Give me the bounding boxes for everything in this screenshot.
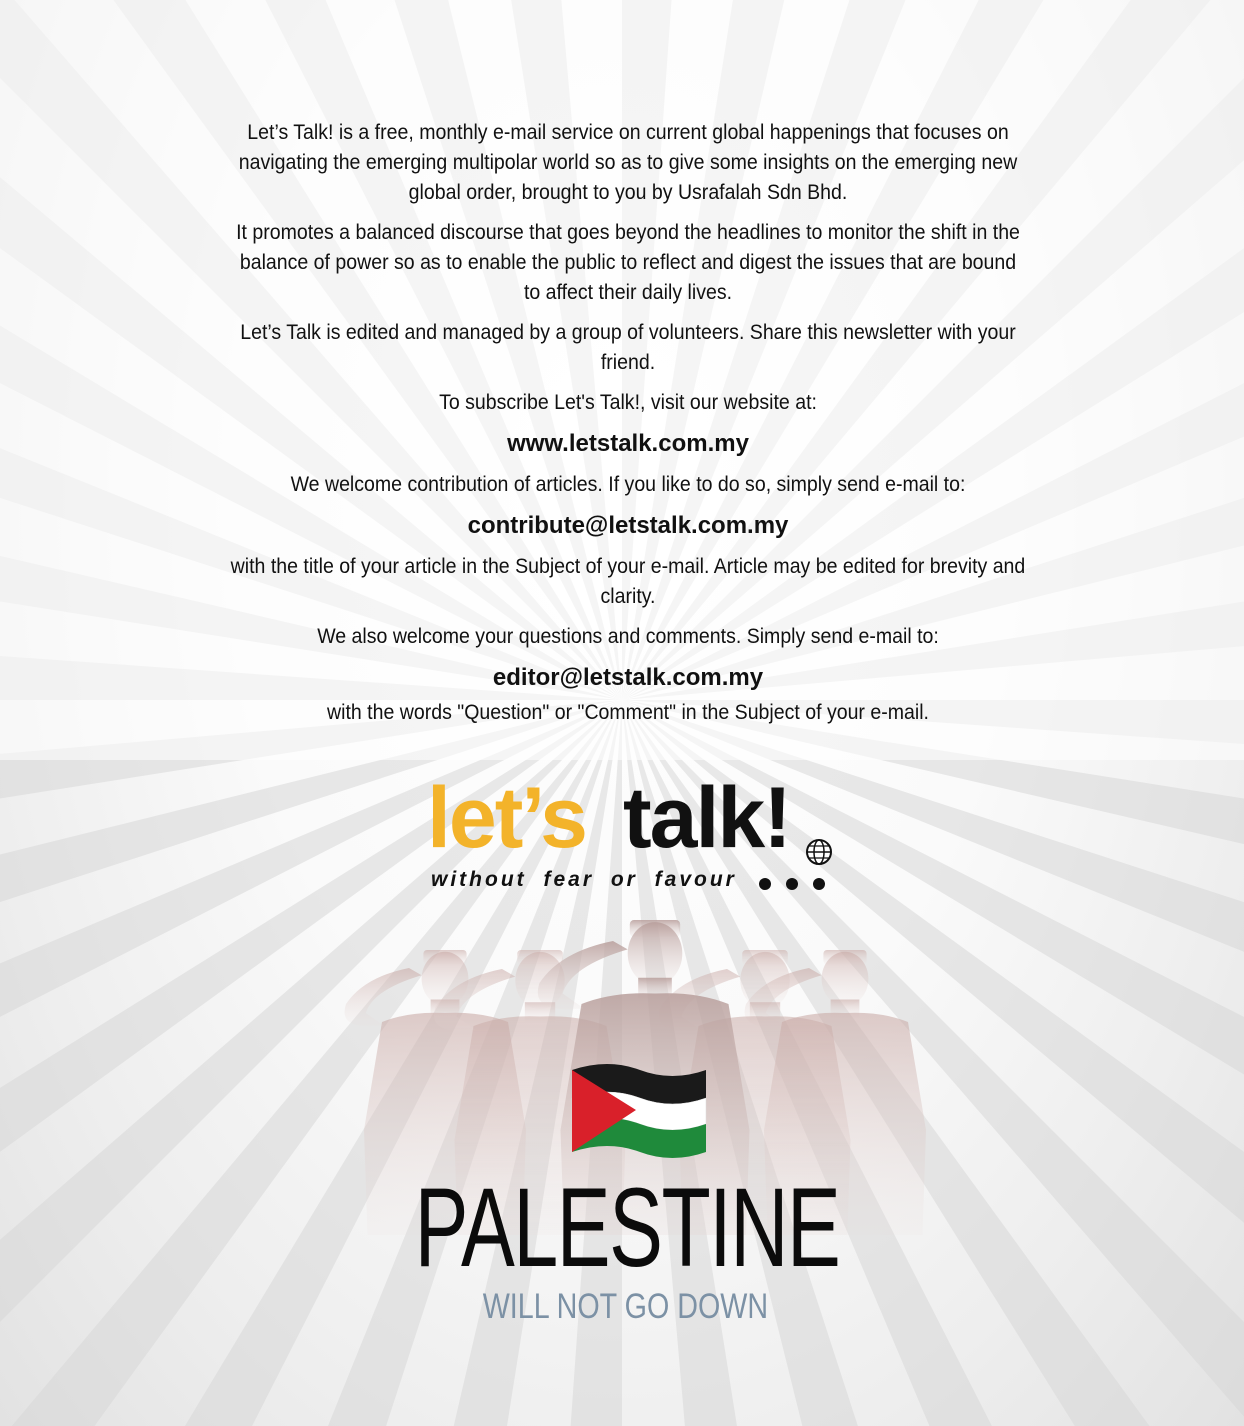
intro-paragraph: Let’s Talk! is a free, monthly e-mail service on current global happenings that focuses on navigating the emerging multipolar world so as to give some insights on the emerging new global order, brought to you by Usrafalah Sdn Bhd. — [238, 121, 1018, 204]
website-link[interactable]: www.letstalk.com.my — [507, 430, 749, 457]
poster-subline: WILL NOT GO DOWN — [482, 1287, 769, 1326]
questions-note: with the words "Question" or "Comment" in the Subject of your e-mail. — [327, 701, 929, 724]
poster-headline: PALESTINE — [414, 1165, 840, 1290]
volunteers-paragraph: Let’s Talk is edited and managed by a group of volunteers. Share this newsletter with your friend. — [240, 321, 1016, 374]
editor-email-link[interactable]: editor@letstalk.com.my — [492, 664, 764, 691]
logo-tagline: without fear or favour — [431, 868, 737, 891]
contribute-note: with the title of your article in the Subject of your e-mail. Article may be edited for brevity and clarity. — [230, 555, 1026, 608]
logo-word-talk: talk! — [623, 770, 790, 866]
palestine-flag-icon — [568, 1060, 710, 1160]
ellipsis-dots-icon — [755, 877, 829, 891]
globe-icon — [805, 838, 833, 866]
mission-paragraph: It promotes a balanced discourse that goes beyond the headlines to monitor the shift in the balance of power so as to enable the public to reflect and digest the issues that are bound to affect their daily lives. — [236, 221, 1020, 304]
newsletter-info — [200, 118, 1056, 738]
logo-word-lets: let’s — [427, 770, 586, 866]
lets-talk-logo — [425, 770, 845, 900]
questions-text: We also welcome your questions and comments. Simply send e-mail to: — [317, 625, 939, 648]
contribute-email-link[interactable]: contribute@letstalk.com.my — [467, 512, 789, 539]
subscribe-text: To subscribe Let's Talk!, visit our website at: — [439, 391, 817, 414]
contribute-text: We welcome contribution of articles. If you like to do so, simply send e-mail to: — [290, 473, 966, 496]
